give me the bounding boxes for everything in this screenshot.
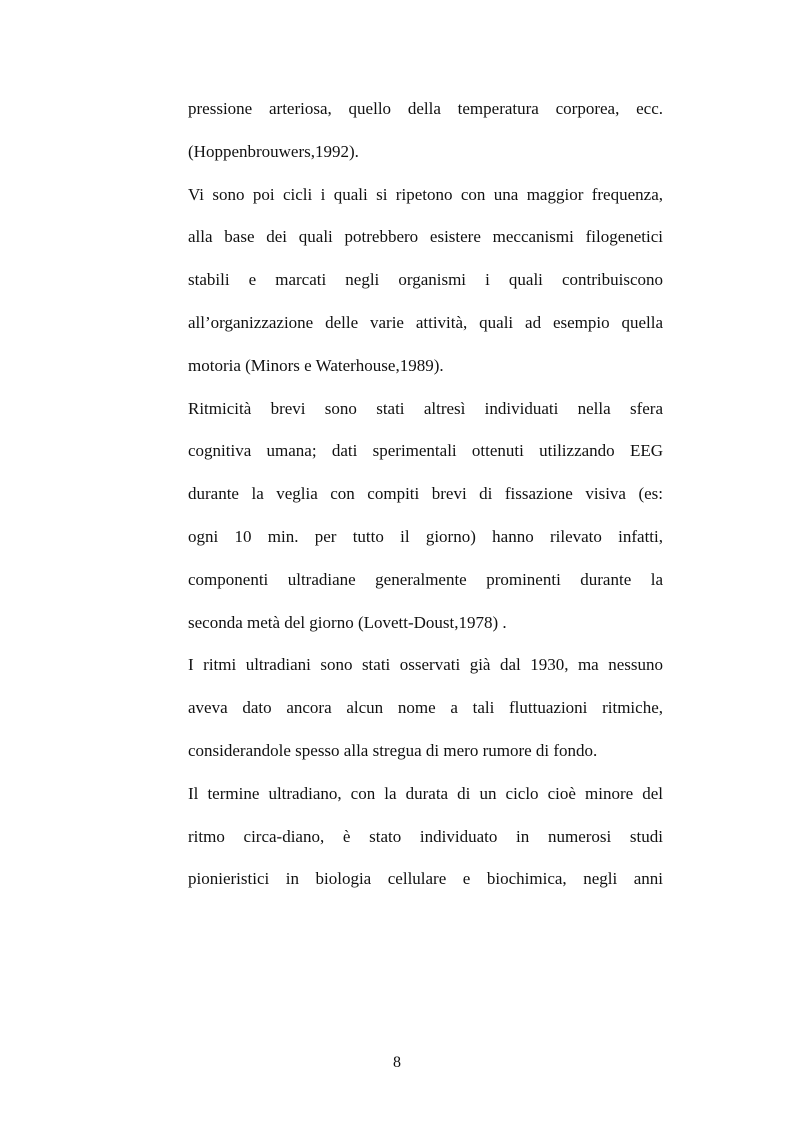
- text-line: all’organizzazione delle varie attività, quali ad esempio quella: [188, 312, 663, 332]
- text-line: Ritmicità brevi sono stati altresì individuati nella sfera: [188, 398, 663, 418]
- text-line: aveva dato ancora alcun nome a tali fluttuazioni ritmiche,: [188, 698, 663, 718]
- paragraph-1: [188, 88, 663, 174]
- paragraph-2: [188, 174, 663, 388]
- text-line: Il termine ultradiano, con la durata di un ciclo cioè minore del: [188, 783, 663, 803]
- text-line: alla base dei quali potrebbero esistere meccanismi filogenetici: [188, 227, 663, 247]
- text-line: considerandole spesso alla stregua di mero rumore di fondo.: [188, 740, 598, 760]
- text-line: pressione arteriosa, quello della temperatura corporea, ecc.: [188, 99, 663, 118]
- document-body: [188, 88, 663, 901]
- page-number: 8: [393, 1054, 401, 1071]
- paragraph-3: [188, 388, 663, 645]
- text-line: Vi sono poi cicli i quali si ripetono con una maggior frequenza,: [188, 184, 663, 204]
- text-line: (Hoppenbrouwers,1992).: [188, 141, 359, 161]
- text-line: ogni 10 min. per tutto il giorno) hanno rilevato infatti,: [188, 526, 663, 546]
- text-line: pionieristici in biologia cellulare e biochimica, negli anni: [188, 869, 663, 889]
- text-line: ritmo circa-diano, è stato individuato in numerosi studi: [188, 826, 663, 846]
- text-line: seconda metà del giorno (Lovett-Doust,1978) .: [188, 612, 507, 632]
- paragraph-4: [188, 644, 663, 772]
- text-line: motoria (Minors e Waterhouse,1989).: [188, 355, 444, 375]
- text-line: stabili e marcati negli organismi i quali contribuiscono: [188, 270, 663, 290]
- text-line: durante la veglia con compiti brevi di fissazione visiva (es:: [188, 484, 663, 504]
- text-line: cognitiva umana; dati sperimentali ottenuti utilizzando EEG: [188, 441, 663, 461]
- paragraph-5: [188, 773, 663, 901]
- text-line: componenti ultradiane generalmente prominenti durante la: [188, 569, 663, 589]
- text-line: I ritmi ultradiani sono stati osservati già dal 1930, ma nessuno: [188, 655, 663, 675]
